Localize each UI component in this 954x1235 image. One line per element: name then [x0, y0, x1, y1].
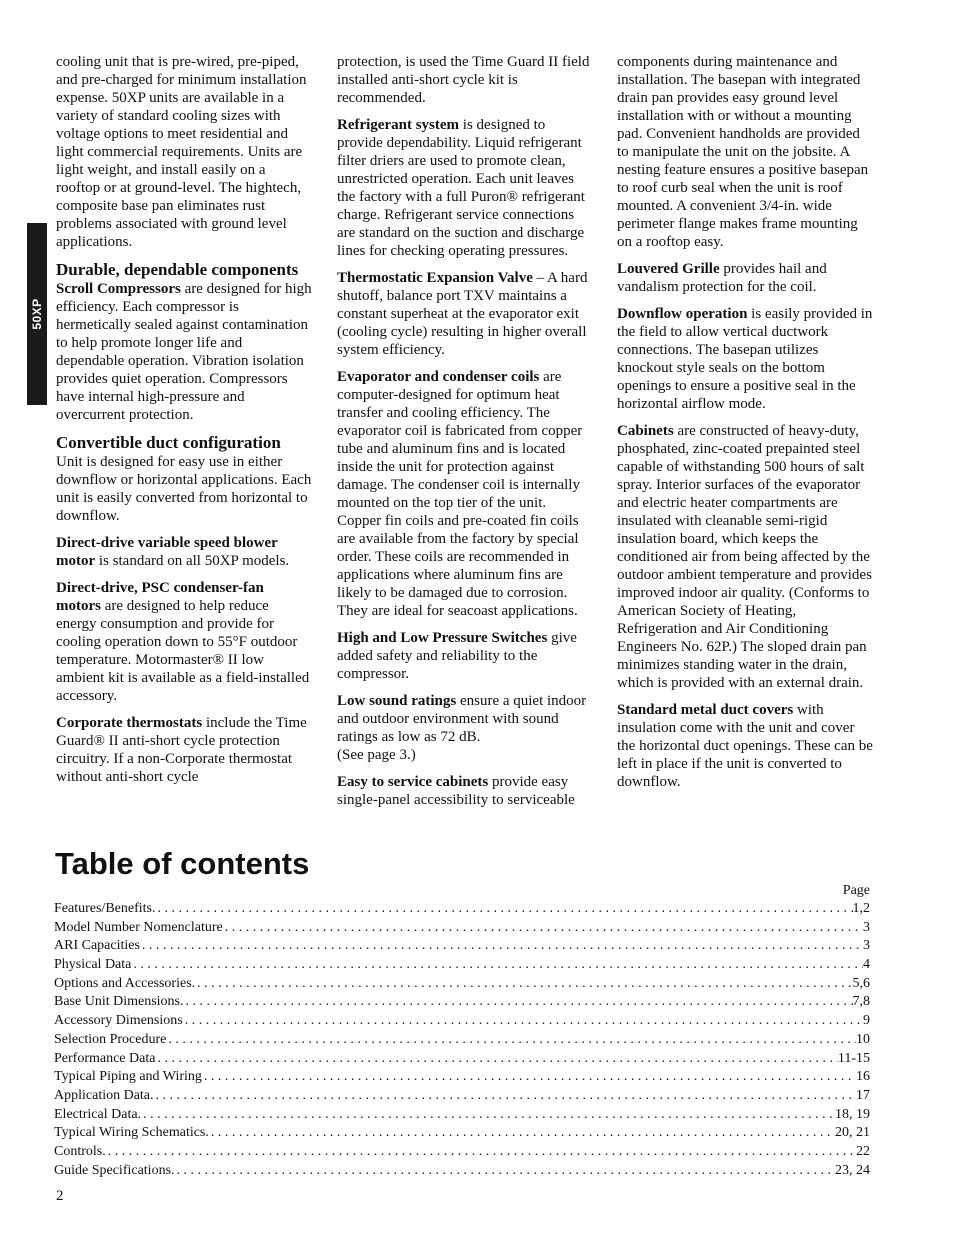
table-of-contents	[54, 900, 870, 1180]
column-3	[617, 53, 873, 800]
para-thermostats: Corporate thermostats include the Time Guard® II anti-short cycle protection circuitry. If a non-Corporate thermostat without anti-short cycle	[56, 715, 307, 785]
toc-entry[interactable]: Typical Wiring Schematics. . . . 20, 21	[54, 1124, 870, 1143]
toc-title: Table of contents	[55, 846, 310, 881]
para-pressure-switches: High and Low Pressure Switches give added safety and reliability to the compressor.	[337, 630, 577, 682]
para-refrigerant: Refrigerant system is designed to provide dependability. Liquid refrigerant filter driers are used to promote clean, unrestricted operation. Each unit leaves the factory with a full Puron® refrigerant charge. Refrigerant service connections are standard on the suction and discharge lines for checking operating pressures.	[337, 117, 585, 259]
toc-entry[interactable]: ARI Capacities . . . 3	[54, 937, 870, 956]
page-number: 2	[56, 1188, 64, 1204]
toc-entry[interactable]: Accessory Dimensions . . . 9	[54, 1012, 870, 1031]
heading-convertible-duct: Convertible duct configuration	[56, 433, 281, 452]
side-tab-label: 50XP	[30, 298, 44, 330]
toc-page-header: Page	[842, 883, 870, 898]
toc-entry[interactable]: Model Number Nomenclature . . . 3	[54, 919, 870, 938]
para-grille: Louvered Grille provides hail and vandalism protection for the coil.	[617, 261, 827, 295]
para-txv: Thermostatic Expansion Valve – A hard shutoff, balance port TXV maintains a constant superheat at the evaporator exit (cooling cycle) resulting in higher overall system efficiency.	[337, 270, 588, 358]
para-blower-motor: Direct-drive variable speed blower motor is standard on all 50XP models.	[56, 535, 290, 569]
toc-entry[interactable]: Guide Specifications. . . . 23, 24	[54, 1162, 870, 1181]
para-duct-covers: Standard metal duct covers with insulation come with the unit and cover the horizontal duct openings. These can be left in place if the unit is converted to downflow.	[617, 702, 873, 790]
heading-durable-components: Durable, dependable components	[56, 260, 299, 279]
toc-entry[interactable]: Selection Procedure . . . 10	[54, 1031, 870, 1050]
toc-entry[interactable]: Typical Piping and Wiring . . . 16	[54, 1068, 870, 1087]
sound-page-ref: (See page 3.)	[337, 747, 416, 763]
toc-entry[interactable]: Base Unit Dimensions. . . . 7,8	[54, 993, 870, 1012]
para-scroll-compressors: Scroll Compressors are designed for high efficiency. Each compressor is hermetically sealed against contamination to help promote longer life and dependable operation. Vibration isolation provides quiet operation. Compressors have internal high-pressure and overcurrent protection.	[56, 281, 312, 423]
toc-entry[interactable]: Performance Data . . . 11-15	[54, 1050, 870, 1069]
para-cabinets: Cabinets are constructed of heavy-duty, phosphated, zinc-coated prepainted steel capable of withstanding 500 hours of salt spray. Interior surfaces of the evaporator and electric heater compartments are insulated with cleanable semi-rigid insulation board, which keeps the conditioned air from being affected by the outdoor ambient temperature and provides improved indoor air quality. (Conforms to American Society of Heating, Refrigeration and Air Conditioning Engineers No. 62P.) The sloped drain pan minimizes standing water in the drain, which is provided with an external drain.	[617, 423, 872, 691]
toc-entry[interactable]: Application Data. . . . 17	[54, 1087, 870, 1106]
para-service-cabinets: Easy to service cabinets provide easy single-panel accessibility to serviceable	[337, 774, 575, 808]
para-psc-motors: Direct-drive, PSC condenser-fan motors are designed to help reduce energy consumption and provide for cooling operation down to 55°F outdoor temperature. Motormaster® II low ambient kit is available as a field-installed accessory.	[56, 580, 310, 704]
intro-paragraph: cooling unit that is pre-wired, pre-piped, and pre-charged for minimum installation expense. 50XP units are available in a variety of standard cooling sizes with voltage options to meet residential and light commercial requirements. Units are light weight, and install easily on a rooftop or at ground-level. The hightech, composite base pan eliminates rust problems associated with ground level applications.	[56, 54, 307, 250]
para-downflow: Downflow operation is easily provided in the field to allow vertical ductwork connections. The basepan utilizes knockout style seals on the bottom openings to ensure a positive seal in the horizontal airflow mode.	[617, 306, 873, 412]
para-convertible: Unit is designed for easy use in either downflow or horizontal applications. Each unit is easily converted from horizontal to downflow.	[56, 454, 312, 524]
column-1	[56, 53, 312, 795]
para-continuation: protection, is used the Time Guard II field installed anti-short cycle kit is recommended.	[337, 54, 590, 106]
toc-entry[interactable]: Features/Benefits. . . . 1,2	[54, 900, 870, 919]
side-tab	[27, 223, 47, 405]
toc-entry[interactable]: Controls. . . . 22	[54, 1143, 870, 1162]
toc-entry[interactable]: Options and Accessories. . . . 5,6	[54, 975, 870, 994]
para-continuation-3: components during maintenance and installation. The basepan with integrated drain pan provides easy ground level installation with or without a mounting pad. Convenient handholds are provided to manipulate the unit on the jobsite. A nesting feature ensures a positive basepan to roof curb seal when the unit is roof mounted. A convenient 3/4-in. wide perimeter flange makes frame mounting on a rooftop easy.	[617, 54, 869, 250]
para-sound: Low sound ratings ensure a quiet indoor and outdoor environment with sound ratings as low as 72 dB. (See page 3.)	[337, 693, 587, 763]
column-2	[337, 53, 593, 818]
toc-entry[interactable]: Physical Data . . . 4	[54, 956, 870, 975]
para-coils: Evaporator and condenser coils are computer-designed for optimum heat transfer and cooling efficiency. The evaporator coil is fabricated from copper tube and aluminum fins and is located inside the unit for protection against damage. The condenser coil is internally mounted on the top tier of the unit. Copper fin coils and pre-coated fin coils are available from the factory by special order. These coils are recommended in applications where aluminum fins are likely to be damaged due to corrosion. They are ideal for seacoast applications.	[337, 369, 583, 619]
toc-entry[interactable]: Electrical Data. . . . 18, 19	[54, 1106, 870, 1125]
